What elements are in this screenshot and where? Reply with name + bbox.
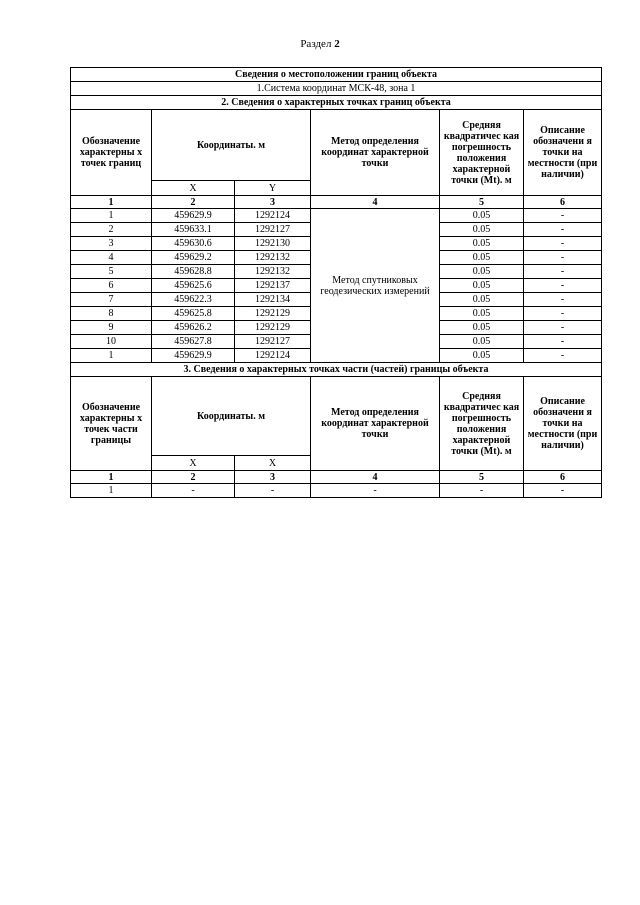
point-description: - [524,335,602,349]
column-number: 4 [311,196,440,209]
section-parts-title: 3. Сведения о характерных точках части (частей) границы объекта [71,363,602,377]
parts-header-accuracy: Средняя квадратичес кая погрешность положения характерной точки (Mt). м [440,377,524,471]
point-y: 1292130 [235,237,311,251]
point-x: 459625.6 [152,279,235,293]
header-description: Описание обозначени я точки на местности (при наличии) [524,110,602,196]
section-main-header: Сведения о местоположении границ объекта [71,68,602,82]
table-row [71,484,602,498]
point-x: 459628.8 [152,265,235,279]
point-accuracy: 0.05 [440,321,524,335]
point-accuracy: 0.05 [440,349,524,363]
point-y: 1292137 [235,279,311,293]
part-point-method: - [311,484,440,498]
point-description: - [524,293,602,307]
header-designation: Обозначение характерны х точек границ [71,110,152,196]
point-accuracy: 0.05 [440,335,524,349]
point-description: - [524,209,602,223]
point-description: - [524,237,602,251]
parts-header-x: X [152,456,235,471]
column-number: 3 [235,471,311,484]
point-number: 9 [71,321,152,335]
point-accuracy: 0.05 [440,279,524,293]
column-number: 2 [152,196,235,209]
header-x: X [152,181,235,196]
section-system: 1.Система координат МСК-48, зона 1 [71,82,602,96]
section-row-system [71,82,602,96]
parts-column-number-row [71,471,602,484]
point-number: 2 [71,223,152,237]
method-cell: Метод спутниковых геодезических измерений [311,209,440,363]
page-title [0,38,640,50]
point-description: - [524,251,602,265]
header-y: Y [235,181,311,196]
point-accuracy: 0.05 [440,293,524,307]
boundaries-table [70,67,602,498]
point-accuracy: 0.05 [440,209,524,223]
parts-header-row-1 [71,377,602,456]
point-x: 459622.3 [152,293,235,307]
column-number-row [71,196,602,209]
column-number: 1 [71,196,152,209]
header-coords: Координаты. м [152,110,311,181]
section-row-parts [71,363,602,377]
header-accuracy: Средняя квадратичес кая погрешность положения характерной точки (Mt). м [440,110,524,196]
part-point-description: - [524,484,602,498]
point-y: 1292134 [235,293,311,307]
point-accuracy: 0.05 [440,251,524,265]
column-number: 4 [311,471,440,484]
point-x: 459633.1 [152,223,235,237]
page-title-prefix: Раздел [300,38,332,50]
column-number: 6 [524,196,602,209]
point-number: 1 [71,209,152,223]
point-description: - [524,349,602,363]
point-description: - [524,265,602,279]
part-point-y: - [235,484,311,498]
part-point-number: 1 [71,484,152,498]
point-accuracy: 0.05 [440,307,524,321]
column-number: 3 [235,196,311,209]
parts-header-designation: Обозначение характерны х точек части границы [71,377,152,471]
point-number: 3 [71,237,152,251]
point-y: 1292127 [235,335,311,349]
point-y: 1292129 [235,321,311,335]
point-x: 459630.6 [152,237,235,251]
point-x: 459629.2 [152,251,235,265]
column-number: 5 [440,196,524,209]
point-number: 10 [71,335,152,349]
point-y: 1292132 [235,265,311,279]
point-number: 8 [71,307,152,321]
point-description: - [524,307,602,321]
section-row-points [71,96,602,110]
column-number: 5 [440,471,524,484]
point-number: 7 [71,293,152,307]
point-description: - [524,321,602,335]
part-point-x: - [152,484,235,498]
column-number: 6 [524,471,602,484]
point-number: 4 [71,251,152,265]
parts-header-y: X [235,456,311,471]
parts-header-coords: Координаты. м [152,377,311,456]
point-number: 6 [71,279,152,293]
page-title-number: 2 [334,38,340,50]
column-number: 1 [71,471,152,484]
point-x: 459626.2 [152,321,235,335]
header-method: Метод определения координат характерной точки [311,110,440,196]
section-row-main [71,68,602,82]
point-accuracy: 0.05 [440,223,524,237]
point-number: 1 [71,349,152,363]
point-x: 459629.9 [152,209,235,223]
point-y: 1292127 [235,223,311,237]
section-points-title: 2. Сведения о характерных точках границ объекта [71,96,602,110]
point-y: 1292124 [235,209,311,223]
point-accuracy: 0.05 [440,237,524,251]
point-y: 1292129 [235,307,311,321]
point-accuracy: 0.05 [440,265,524,279]
point-x: 459629.9 [152,349,235,363]
point-y: 1292132 [235,251,311,265]
table-row [71,209,602,223]
point-x: 459627.8 [152,335,235,349]
point-y: 1292124 [235,349,311,363]
column-number: 2 [152,471,235,484]
part-point-accuracy: - [440,484,524,498]
point-description: - [524,279,602,293]
parts-header-description: Описание обозначени я точки на местности (при наличии) [524,377,602,471]
parts-header-method: Метод определения координат характерной точки [311,377,440,471]
point-number: 5 [71,265,152,279]
header-row-1 [71,110,602,181]
point-description: - [524,223,602,237]
point-x: 459625.8 [152,307,235,321]
